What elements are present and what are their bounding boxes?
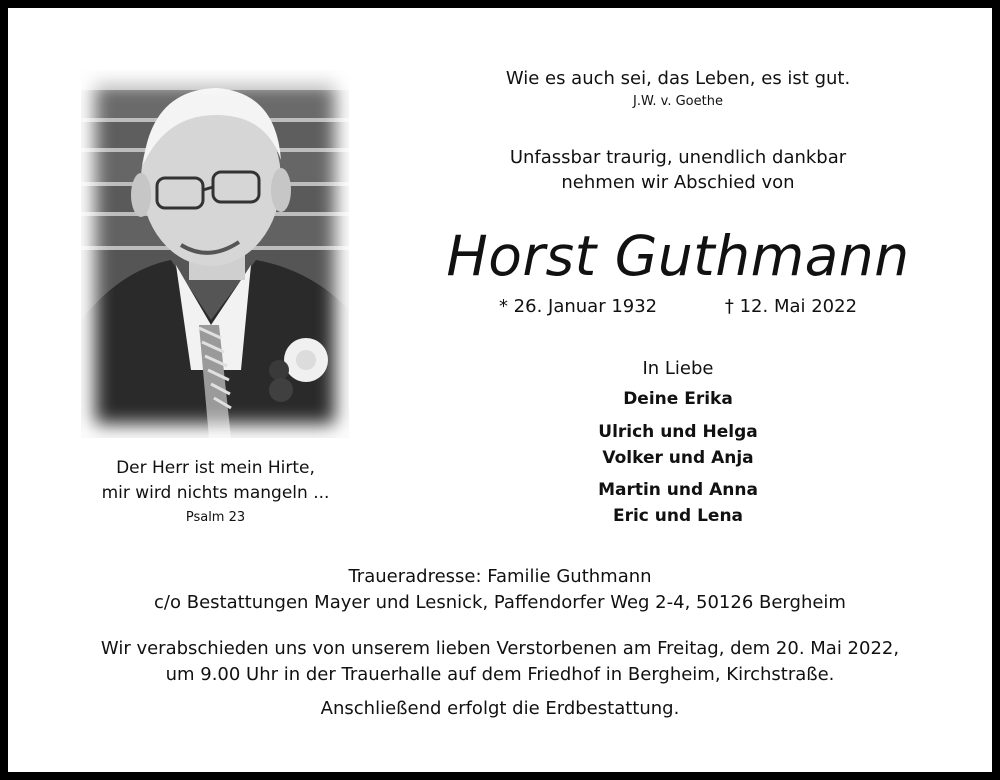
mourner-name: Eric und Lena (612, 506, 744, 526)
intro-line-1: Unfassbar traurig, unendlich dankbar (509, 147, 847, 168)
service-line-1: Wir verabschieden uns von unserem lieben Verstorbenen am Freitag, dem 20. Mai 2022, (100, 638, 900, 659)
address-line-1: Traueradresse: Familie Guthmann (348, 566, 652, 587)
mourners-heading: In Liebe (642, 358, 714, 379)
quote-author: J.W. v. Goethe (633, 94, 723, 109)
mourner-name: Volker und Anja (602, 448, 754, 468)
portrait-illustration (81, 70, 349, 438)
psalm-line-2: mir wird nichts mangeln ... (101, 483, 330, 503)
psalm-quote (48, 456, 383, 528)
mourner-group-2 (428, 419, 928, 471)
burial-info: Anschließend erfolgt die Erdbestattung. (320, 698, 680, 719)
address-line-2: c/o Bestattungen Mayer und Lesnick, Paffendorfer Weg 2-4, 50126 Bergheim (154, 592, 846, 613)
portrait-photo (81, 70, 349, 438)
psalm-line-1: Der Herr ist mein Hirte, (116, 458, 315, 478)
intro-line-2: nehmen wir Abschied von (561, 172, 795, 193)
death-date: † 12. Mai 2022 (724, 296, 858, 317)
mourner-name: Deine Erika (623, 389, 733, 409)
mourner-group-3 (428, 477, 928, 529)
goethe-quote (428, 66, 928, 112)
obituary-notice (8, 8, 992, 772)
mourner-group-1 (428, 386, 928, 412)
mourning-address (28, 564, 972, 616)
mourner-name: Ulrich und Helga (598, 422, 758, 442)
birth-date: * 26. Januar 1932 (498, 296, 658, 317)
intro-text (428, 145, 928, 195)
quote-text: Wie es auch sei, das Leben, es ist gut. (505, 68, 851, 89)
service-line-2: um 9.00 Uhr in der Trauerhalle auf dem Friedhof in Bergheim, Kirchstraße. (165, 664, 835, 685)
deceased-name: Horst Guthmann (446, 224, 910, 288)
mourner-name: Martin und Anna (598, 480, 758, 500)
funeral-service-info (28, 636, 972, 688)
life-dates (428, 294, 928, 320)
psalm-source: Psalm 23 (185, 510, 246, 525)
